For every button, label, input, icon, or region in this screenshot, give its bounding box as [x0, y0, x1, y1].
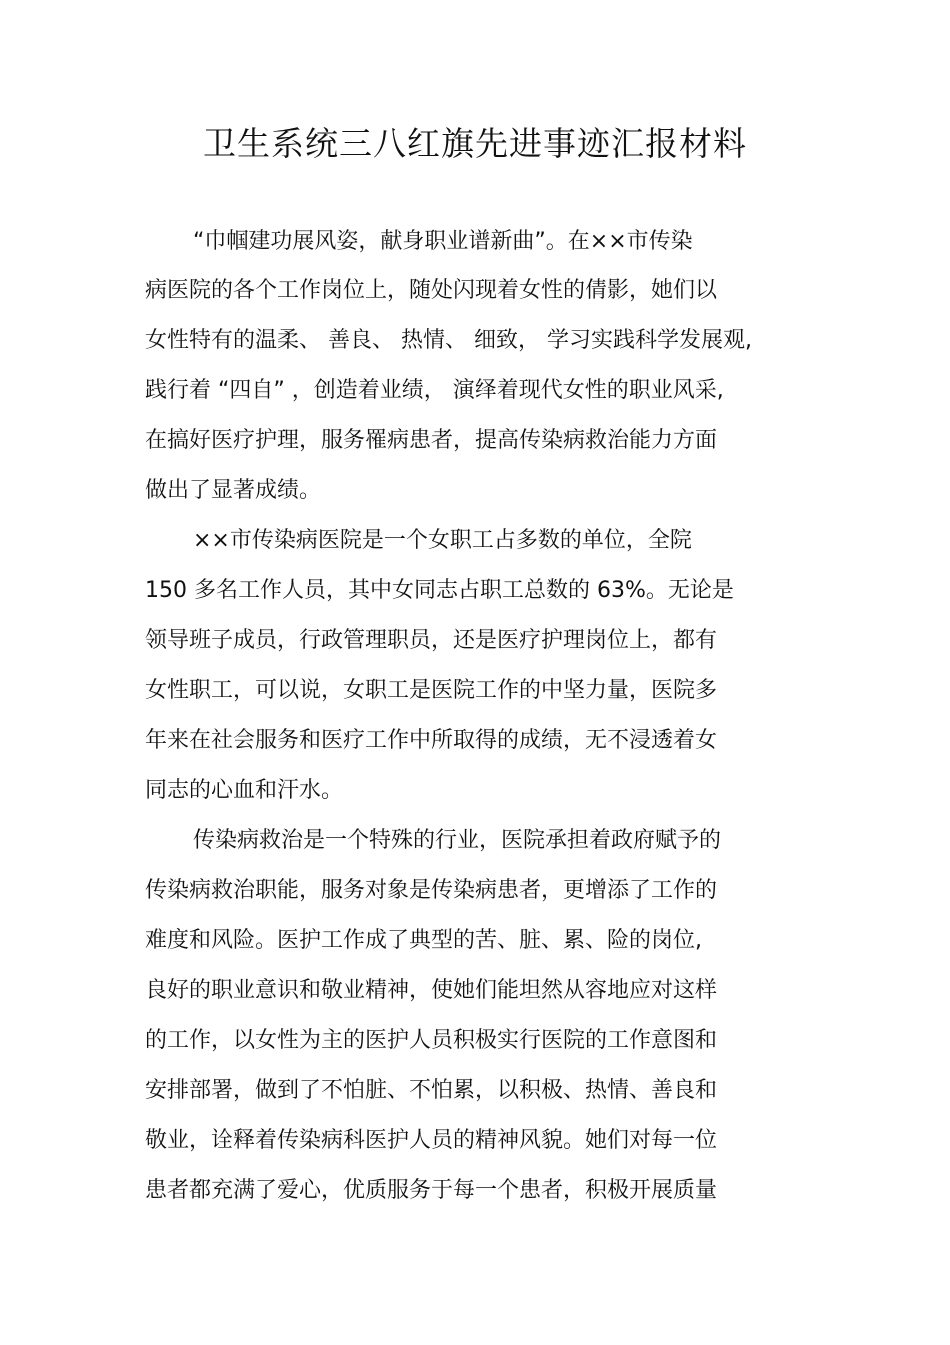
paragraph-2-line-2: 150 多名工作人员，其中女同志占职工总数的 63%。无论是 [145, 578, 734, 603]
paragraph-1-line-4: 践行着 “四自” ，创造着业绩， 演绎着现代女性的职业风采, [145, 378, 724, 403]
paragraph-2-line-5: 年来在社会服务和医疗工作中所取得的成绩，无不浸透着女 [145, 728, 718, 753]
document-title: 卫生系统三八红旗先进事迹汇报材料 [203, 124, 747, 163]
paragraph-1-line-6: 做出了显著成绩。 [145, 478, 322, 503]
paragraph-1-line-3: 女性特有的温柔、 善良、 热情、 细致， 学习实践科学发展观, [145, 328, 752, 353]
paragraph-3-line-8: 患者都充满了爱心，优质服务于每一个患者，积极开展质量 [145, 1178, 718, 1203]
paragraph-2-line-4: 女性职工，可以说，女职工是医院工作的中坚力量，医院多 [145, 678, 718, 703]
paragraph-2-line-1: ××市传染病医院是一个女职工占多数的单位，全院 [193, 528, 692, 553]
paragraph-1-line-5: 在搞好医疗护理，服务罹病患者，提高传染病救治能力方面 [145, 428, 718, 453]
paragraph-1-line-2: 病医院的各个工作岗位上，随处闪现着女性的倩影，她们以 [145, 278, 718, 303]
paragraph-3-line-5: 的工作，以女性为主的医护人员积极实行医院的工作意图和 [145, 1028, 718, 1053]
paragraph-3-line-7: 敬业，诠释着传染病科医护人员的精神风貌。她们对每一位 [145, 1128, 718, 1153]
paragraph-2-line-6: 同志的心血和汗水。 [145, 778, 344, 803]
paragraph-3-line-6: 安排部署，做到了不怕脏、不怕累，以积极、热情、善良和 [145, 1078, 718, 1103]
paragraph-3-line-4: 良好的职业意识和敬业精神，使她们能坦然从容地应对这样 [145, 978, 718, 1003]
paragraph-1-line-1: “巾帼建功展风姿，献身职业谱新曲”。在××市传染 [193, 229, 693, 254]
paragraph-3-line-2: 传染病救治职能，服务对象是传染病患者，更增添了工作的 [145, 878, 718, 903]
paragraph-3-line-3: 难度和风险。医护工作成了典型的苦、脏、累、险的岗位, [145, 928, 702, 953]
paragraph-3-line-1: 传染病救治是一个特殊的行业，医院承担着政府赋予的 [193, 828, 722, 853]
paragraph-2-line-3: 领导班子成员，行政管理职员，还是医疗护理岗位上，都有 [145, 628, 718, 653]
